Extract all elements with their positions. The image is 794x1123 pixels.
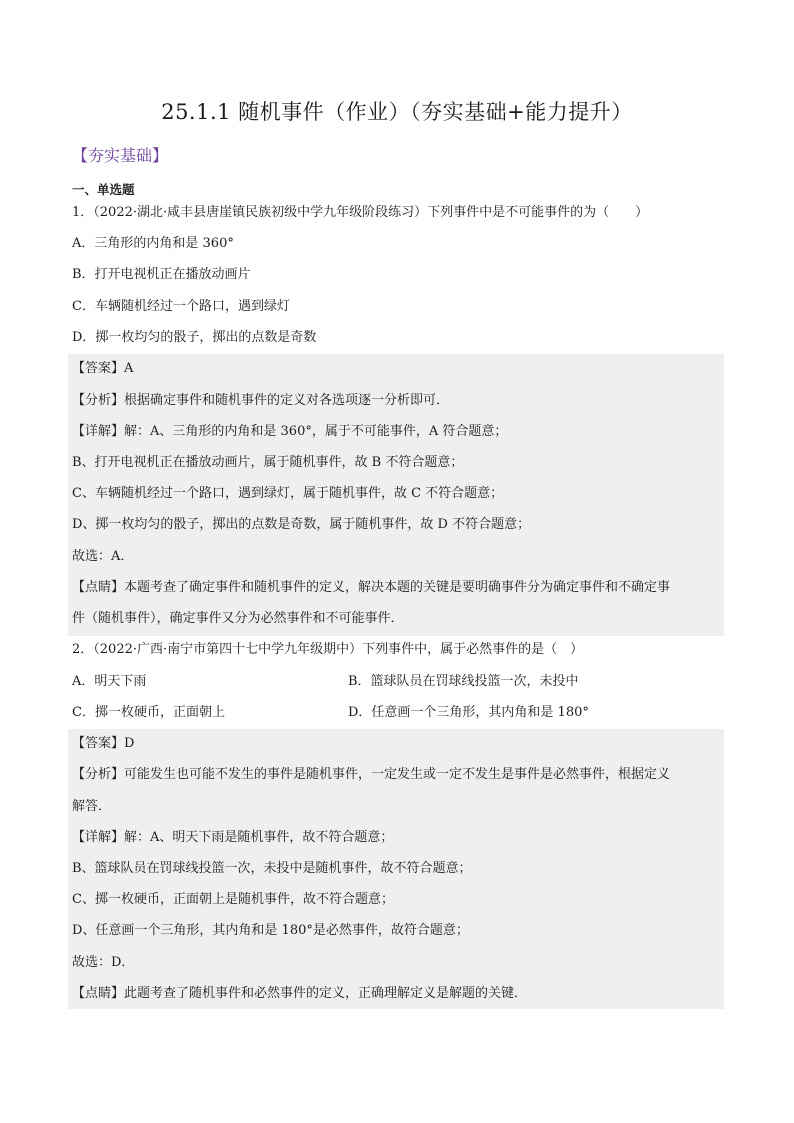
question-2-option-d: D．任意画一个三角形，其内角和是 180° bbox=[348, 705, 589, 720]
question-2-option-a: A．明天下雨 bbox=[72, 674, 147, 689]
question-2-comment: 【点睛】此题考查了随机事件和必然事件的定义，正确理解定义是解题的关键． bbox=[72, 986, 528, 1001]
question-2-detail-line: B、篮球队员在罚球线投篮一次，未投中是随机事件，故不符合题意； bbox=[72, 861, 472, 876]
question-1-comment-line: 【点睛】本题考查了确定事件和随机事件的定义，解决本题的关键是要明确事件分为确定事件和不确定事 bbox=[72, 580, 671, 595]
question-2-analysis-line: 解答． bbox=[72, 799, 112, 814]
question-1-detail-line: D、掷一枚均匀的骰子，掷出的点数是奇数，属于随机事件，故 D 不符合题意； bbox=[72, 517, 531, 532]
question-1-conclusion: 故选：A． bbox=[72, 549, 134, 564]
question-1-detail-line: C、车辆随机经过一个路口，遇到绿灯，属于随机事件，故 C 不符合题意； bbox=[72, 486, 504, 501]
question-1-detail-line: B、打开电视机正在播放动画片，属于随机事件，故 B 不符合题意； bbox=[72, 455, 464, 470]
question-2-answer: 【答案】D bbox=[72, 736, 135, 751]
subsection-heading: 一、单选题 bbox=[72, 182, 135, 197]
question-1-option-c: C．车辆随机经过一个路口，遇到绿灯 bbox=[72, 299, 290, 314]
document-title: 25.1.1 随机事件（作业）（夯实基础+能力提升） bbox=[161, 100, 633, 124]
question-2-conclusion: 故选：D． bbox=[72, 955, 135, 970]
question-2-stem: 2．（2022·广西·南宁市第四十七中学九年级期中）下列事件中，属于必然事件的是（ ） bbox=[72, 642, 584, 657]
section-heading: 【夯实基础】 bbox=[72, 146, 169, 165]
question-1-answer: 【答案】A bbox=[72, 361, 134, 376]
question-2-detail-line: 【详解】解：A、明天下雨是随机事件，故不符合题意； bbox=[72, 830, 394, 845]
question-1-analysis: 【分析】根据确定事件和随机事件的定义对各选项逐一分析即可． bbox=[72, 393, 450, 408]
question-2-analysis-line: 【分析】可能发生也可能不发生的事件是随机事件，一定发生或一定不发生是事件是必然事件，根据定义 bbox=[72, 767, 671, 782]
question-1-option-a: A．三角形的内角和是 360° bbox=[72, 236, 234, 251]
question-2-detail-line: C、掷一枚硬币，正面朝上是随机事件，故不符合题意； bbox=[72, 892, 394, 907]
question-2-option-b: B．篮球队员在罚球线投篮一次，未投中 bbox=[348, 674, 579, 689]
question-1-option-d: D．掷一枚均匀的骰子，掷出的点数是奇数 bbox=[72, 330, 317, 345]
question-2-option-c: C．掷一枚硬币，正面朝上 bbox=[72, 705, 225, 720]
question-2-detail-line: D、任意画一个三角形，其内角和是 180°是必然事件，故符合题意； bbox=[72, 923, 469, 938]
question-1-detail-line: 【详解】解：A、三角形的内角和是 360°，属于不可能事件，A 符合题意； bbox=[72, 424, 508, 439]
question-1-option-b: B．打开电视机正在播放动画片 bbox=[72, 267, 251, 282]
question-1-stem: 1．（2022·湖北·咸丰县唐崖镇民族初级中学九年级阶段练习）下列事件中是不可能事件的为（ ） bbox=[72, 205, 649, 220]
question-1-comment-line: 件（随机事件），确定事件又分为必然事件和不可能事件． bbox=[72, 611, 404, 626]
